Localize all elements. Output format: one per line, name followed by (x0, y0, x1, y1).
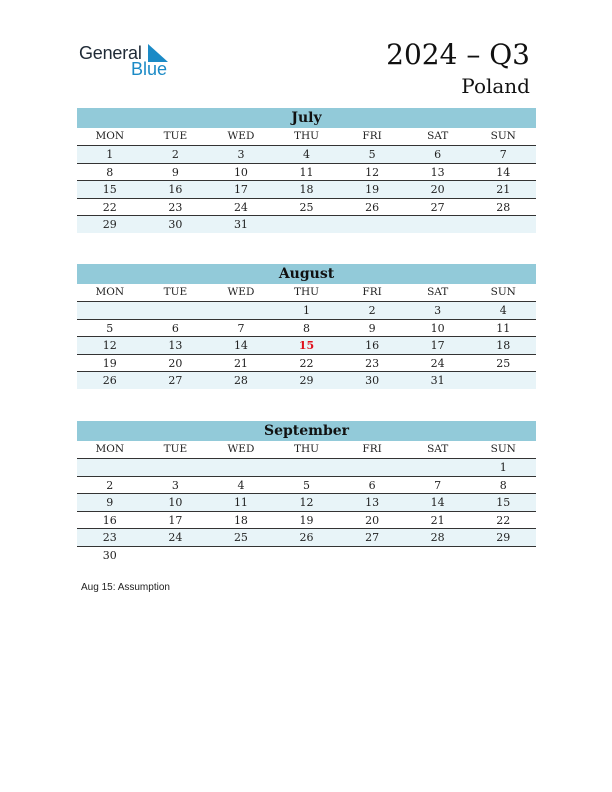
date-cell: 10 (430, 321, 445, 335)
date-cell: 1 (303, 304, 311, 317)
date-cell: 18 (233, 513, 248, 527)
date-cell (143, 459, 209, 476)
date-cell: 7 (434, 478, 442, 492)
date-cell: 4 (303, 148, 311, 161)
date-cell (208, 547, 274, 564)
week-row (77, 459, 536, 477)
date-cell: 11 (233, 496, 248, 509)
date-cell: 12 (365, 165, 380, 179)
logo-blue-text: Blue (131, 59, 168, 79)
date-cell (470, 216, 536, 233)
date-cell: 23 (365, 356, 380, 370)
weekday-label: MON (95, 443, 125, 455)
weekday-label: TUE (163, 443, 188, 455)
date-cell: 27 (365, 531, 380, 544)
date-cell: 6 (171, 321, 179, 335)
month-title: August (77, 264, 536, 284)
date-cell: 31 (430, 374, 445, 387)
date-cell: 20 (365, 513, 380, 527)
date-cell: 29 (299, 374, 314, 387)
page-title: 2024 – Q3 (386, 38, 530, 71)
date-cell: 28 (430, 531, 445, 544)
date-cell: 8 (106, 165, 114, 179)
date-cell: 22 (102, 200, 117, 214)
week-row (77, 512, 536, 530)
week-row (77, 547, 536, 564)
date-cell: 24 (168, 531, 183, 544)
date-cell: 18 (299, 183, 314, 196)
date-cell: 3 (171, 478, 179, 492)
date-cell: 20 (168, 356, 183, 370)
date-cell: 21 (430, 513, 445, 527)
date-cell: 7 (499, 148, 507, 161)
week-row (77, 494, 536, 512)
date-cell: 8 (303, 321, 311, 335)
week-row (77, 355, 536, 373)
date-cell: 10 (233, 165, 248, 179)
date-cell: 10 (168, 496, 183, 509)
date-cell (274, 459, 340, 476)
date-cell (339, 216, 405, 233)
date-cell: 21 (233, 356, 248, 370)
date-cell: 22 (496, 513, 511, 527)
date-cell (274, 216, 340, 233)
date-cell: 21 (496, 183, 511, 196)
date-cell: 8 (499, 478, 507, 492)
date-cell: 2 (368, 304, 376, 317)
weekday-label: THU (294, 443, 320, 455)
date-cell: 12 (299, 496, 314, 509)
date-cell (143, 302, 209, 319)
week-row (77, 302, 536, 320)
week-row (77, 164, 536, 182)
week-row (77, 199, 536, 217)
date-cell: 19 (299, 513, 314, 527)
date-cell: 14 (430, 496, 445, 509)
date-cell (405, 459, 471, 476)
generalblue-logo (79, 40, 179, 80)
date-cell: 7 (237, 321, 245, 335)
date-cell: 17 (430, 339, 445, 352)
date-cell (470, 547, 536, 564)
date-cell: 27 (430, 200, 445, 214)
month-calendar-august (77, 264, 536, 389)
weekday-label: THU (294, 130, 320, 142)
date-cell: 25 (233, 531, 248, 544)
holiday-date-cell: 15 (298, 339, 315, 352)
date-cell: 14 (496, 165, 511, 179)
logo-general-text: General (79, 43, 142, 63)
week-row (77, 372, 536, 389)
date-cell (274, 547, 340, 564)
date-cell (339, 459, 405, 476)
date-cell: 25 (299, 200, 314, 214)
date-cell: 30 (102, 548, 117, 562)
weekday-label: SAT (427, 286, 449, 298)
date-cell: 16 (168, 183, 183, 196)
date-cell: 3 (434, 304, 442, 317)
month-calendar-july (77, 108, 536, 233)
date-cell: 31 (233, 218, 248, 231)
date-cell: 24 (430, 356, 445, 370)
date-cell: 11 (299, 165, 314, 179)
date-cell: 11 (496, 321, 511, 335)
weekday-label: THU (294, 286, 320, 298)
date-cell (77, 302, 143, 319)
date-cell: 4 (237, 478, 245, 492)
date-cell: 6 (434, 148, 442, 161)
weekday-label: MON (95, 286, 125, 298)
date-cell: 2 (171, 148, 179, 161)
date-cell: 19 (102, 356, 117, 370)
date-cell: 17 (168, 513, 183, 527)
date-cell: 26 (102, 374, 117, 387)
weekday-label: WED (227, 286, 255, 298)
date-cell (208, 459, 274, 476)
date-cell: 16 (365, 339, 380, 352)
date-cell: 5 (368, 148, 376, 161)
date-cell (470, 372, 536, 389)
date-cell: 13 (365, 496, 380, 509)
date-cell: 28 (233, 374, 248, 387)
weekday-label: TUE (163, 130, 188, 142)
date-cell: 25 (496, 356, 511, 370)
weekday-header-row (77, 128, 536, 146)
date-cell: 15 (102, 183, 117, 196)
date-cell (405, 547, 471, 564)
date-cell: 29 (496, 531, 511, 544)
month-calendar-september (77, 421, 536, 563)
weekday-header-row (77, 284, 536, 302)
date-cell: 27 (168, 374, 183, 387)
date-cell: 9 (368, 321, 376, 335)
date-cell: 9 (171, 165, 179, 179)
month-title: July (77, 108, 536, 128)
weekday-label: SAT (427, 130, 449, 142)
date-cell (208, 302, 274, 319)
date-cell: 22 (299, 356, 314, 370)
date-cell: 16 (102, 513, 117, 527)
week-row (77, 181, 536, 199)
date-cell: 24 (233, 200, 248, 214)
weekday-label: MON (95, 130, 125, 142)
week-row (77, 337, 536, 355)
date-cell: 5 (303, 478, 311, 492)
date-cell (77, 459, 143, 476)
weekday-label: WED (227, 443, 255, 455)
weekday-label: SUN (490, 286, 516, 298)
month-title: September (77, 421, 536, 441)
holiday-note: Aug 15: Assumption (81, 582, 170, 593)
week-row (77, 529, 536, 547)
weekday-header-row (77, 441, 536, 459)
date-cell (143, 547, 209, 564)
date-cell: 13 (430, 165, 445, 179)
date-cell: 13 (168, 339, 183, 352)
date-cell: 15 (496, 496, 511, 509)
weekday-label: FRI (362, 443, 382, 455)
date-cell: 9 (106, 496, 114, 509)
date-cell: 18 (496, 339, 511, 352)
date-cell: 30 (365, 374, 380, 387)
week-row (77, 477, 536, 495)
weekday-label: SAT (427, 443, 449, 455)
weekday-label: SUN (490, 130, 516, 142)
date-cell: 23 (102, 531, 117, 544)
date-cell: 26 (365, 200, 380, 214)
week-row (77, 320, 536, 338)
date-cell: 29 (102, 218, 117, 231)
weekday-label: SUN (490, 443, 516, 455)
date-cell: 5 (106, 321, 114, 335)
date-cell: 20 (430, 183, 445, 196)
week-row (77, 146, 536, 164)
date-cell (405, 216, 471, 233)
date-cell: 1 (499, 461, 507, 474)
country-name: Poland (461, 74, 530, 98)
weekday-label: WED (227, 130, 255, 142)
date-cell: 17 (233, 183, 248, 196)
weekday-label: FRI (362, 286, 382, 298)
date-cell (339, 547, 405, 564)
week-row (77, 216, 536, 233)
date-cell: 4 (499, 304, 507, 317)
date-cell: 12 (102, 339, 117, 352)
date-cell: 2 (106, 478, 114, 492)
date-cell: 28 (496, 200, 511, 214)
date-cell: 3 (237, 148, 245, 161)
date-cell: 19 (365, 183, 380, 196)
date-cell: 23 (168, 200, 183, 214)
date-cell: 14 (233, 339, 248, 352)
date-cell: 6 (368, 478, 376, 492)
weekday-label: TUE (163, 286, 188, 298)
weekday-label: FRI (362, 130, 382, 142)
date-cell: 30 (168, 218, 183, 231)
date-cell: 1 (106, 148, 114, 161)
date-cell: 26 (299, 531, 314, 544)
